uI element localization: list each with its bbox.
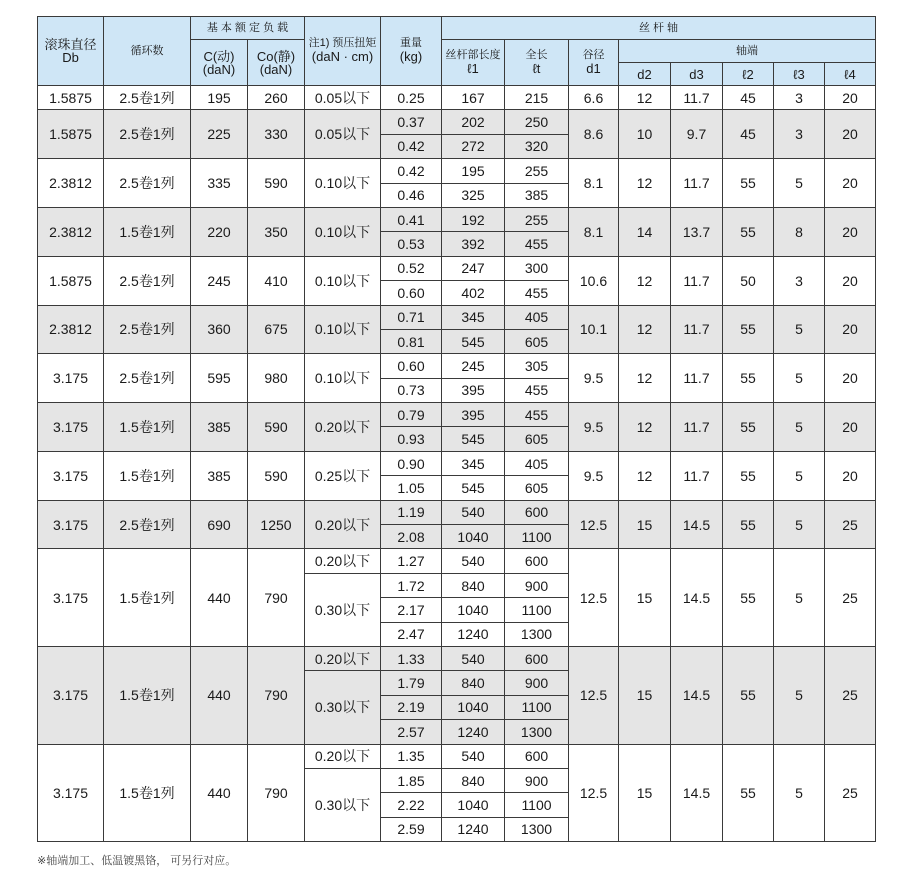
table-row	[38, 354, 876, 378]
cell-total-length: 455	[505, 232, 569, 256]
header-weight: 重量 (kg)	[381, 17, 442, 86]
cell-l3: 5	[774, 646, 825, 744]
header-row-1	[38, 17, 876, 40]
cell-weight: 2.17	[381, 598, 442, 622]
cell-db: 3.175	[38, 451, 104, 500]
header-d2: d2	[619, 63, 671, 86]
cell-db: 1.5875	[38, 256, 104, 305]
cell-circuits: 1.5卷1列	[104, 451, 191, 500]
cell-preload: 0.10以下	[305, 305, 381, 354]
cell-root-dia: 10.1	[569, 305, 619, 354]
cell-d2: 12	[619, 86, 671, 110]
cell-weight: 1.85	[381, 768, 442, 792]
cell-c-dynamic: 440	[191, 744, 248, 842]
header-db: 滚珠直径 Db	[38, 17, 104, 86]
cell-thread-length: 1040	[442, 598, 505, 622]
cell-l4: 20	[825, 354, 876, 403]
cell-weight: 2.19	[381, 695, 442, 719]
cell-thread-length: 545	[442, 427, 505, 451]
cell-preload: 0.20以下	[305, 500, 381, 549]
cell-c-dynamic: 440	[191, 549, 248, 647]
cell-preload: 0.10以下	[305, 207, 381, 256]
cell-c-dynamic: 385	[191, 403, 248, 452]
cell-d2: 12	[619, 256, 671, 305]
cell-l4: 20	[825, 403, 876, 452]
cell-thread-length: 545	[442, 476, 505, 500]
cell-weight: 0.41	[381, 207, 442, 231]
cell-root-dia: 9.5	[569, 403, 619, 452]
cell-thread-length: 395	[442, 378, 505, 402]
cell-thread-length: 840	[442, 768, 505, 792]
cell-c-dynamic: 245	[191, 256, 248, 305]
cell-circuits: 1.5卷1列	[104, 549, 191, 647]
cell-total-length: 605	[505, 427, 569, 451]
header-c-static: Co(静) (daN)	[248, 40, 305, 86]
cell-preload: 0.10以下	[305, 159, 381, 208]
cell-d3: 11.7	[671, 159, 723, 208]
cell-total-length: 900	[505, 671, 569, 695]
cell-circuits: 2.5卷1列	[104, 305, 191, 354]
cell-d2: 12	[619, 354, 671, 403]
cell-c-dynamic: 360	[191, 305, 248, 354]
cell-weight: 1.27	[381, 549, 442, 573]
cell-c-dynamic: 440	[191, 646, 248, 744]
cell-weight: 0.25	[381, 86, 442, 110]
cell-d3: 11.7	[671, 451, 723, 500]
cell-l4: 20	[825, 159, 876, 208]
cell-l2: 45	[723, 86, 774, 110]
header-thread-length: 丝杆部长度 ℓ1	[442, 40, 505, 86]
cell-l4: 20	[825, 110, 876, 159]
cell-d2: 15	[619, 549, 671, 647]
cell-thread-length: 392	[442, 232, 505, 256]
table-row	[38, 305, 876, 329]
cell-total-length: 455	[505, 403, 569, 427]
cell-preload: 0.25以下	[305, 451, 381, 500]
cell-thread-length: 540	[442, 500, 505, 524]
table-row	[38, 207, 876, 231]
cell-l3: 5	[774, 500, 825, 549]
cell-thread-length: 247	[442, 256, 505, 280]
header-l3: ℓ3	[774, 63, 825, 86]
spec-table-wrapper	[37, 16, 876, 842]
cell-thread-length: 272	[442, 134, 505, 158]
cell-thread-length: 245	[442, 354, 505, 378]
cell-thread-length: 345	[442, 451, 505, 475]
cell-c-static: 790	[248, 646, 305, 744]
cell-db: 3.175	[38, 646, 104, 744]
header-l2: ℓ2	[723, 63, 774, 86]
cell-c-dynamic: 220	[191, 207, 248, 256]
cell-l4: 20	[825, 86, 876, 110]
cell-thread-length: 1240	[442, 720, 505, 744]
cell-preload: 0.30以下	[305, 573, 381, 646]
cell-root-dia: 10.6	[569, 256, 619, 305]
cell-c-static: 790	[248, 549, 305, 647]
cell-l4: 25	[825, 646, 876, 744]
cell-l2: 55	[723, 646, 774, 744]
cell-l2: 55	[723, 549, 774, 647]
header-shaft-end: 轴端	[619, 40, 876, 63]
cell-thread-length: 840	[442, 671, 505, 695]
cell-c-static: 350	[248, 207, 305, 256]
cell-c-static: 790	[248, 744, 305, 842]
cell-total-length: 1100	[505, 525, 569, 549]
cell-c-static: 980	[248, 354, 305, 403]
cell-total-length: 255	[505, 159, 569, 183]
header-l4: ℓ4	[825, 63, 876, 86]
cell-total-length: 305	[505, 354, 569, 378]
cell-preload: 0.10以下	[305, 256, 381, 305]
cell-root-dia: 12.5	[569, 744, 619, 842]
table-row	[38, 110, 876, 134]
cell-thread-length: 1240	[442, 622, 505, 646]
cell-d3: 11.7	[671, 403, 723, 452]
cell-d3: 9.7	[671, 110, 723, 159]
cell-weight: 1.05	[381, 476, 442, 500]
header-preload: 注1) 预压扭矩 (daN · cm)	[305, 17, 381, 86]
cell-preload: 0.30以下	[305, 768, 381, 841]
cell-c-static: 410	[248, 256, 305, 305]
cell-circuits: 2.5卷1列	[104, 500, 191, 549]
cell-d3: 11.7	[671, 86, 723, 110]
table-row	[38, 500, 876, 524]
cell-db: 1.5875	[38, 110, 104, 159]
cell-d2: 10	[619, 110, 671, 159]
cell-db: 2.3812	[38, 207, 104, 256]
cell-total-length: 385	[505, 183, 569, 207]
cell-weight: 0.46	[381, 183, 442, 207]
header-c-dynamic: C(动) (daN)	[191, 40, 248, 86]
cell-l3: 5	[774, 451, 825, 500]
table-row	[38, 646, 876, 670]
cell-preload: 0.05以下	[305, 86, 381, 110]
cell-preload: 0.20以下	[305, 646, 381, 670]
header-circuits: 循环数	[104, 17, 191, 86]
cell-total-length: 215	[505, 86, 569, 110]
cell-weight: 0.53	[381, 232, 442, 256]
cell-thread-length: 1240	[442, 817, 505, 841]
cell-l3: 5	[774, 305, 825, 354]
cell-c-dynamic: 195	[191, 86, 248, 110]
cell-circuits: 2.5卷1列	[104, 159, 191, 208]
cell-thread-length: 540	[442, 744, 505, 768]
cell-weight: 1.35	[381, 744, 442, 768]
cell-total-length: 1100	[505, 793, 569, 817]
table-row	[38, 403, 876, 427]
cell-thread-length: 840	[442, 573, 505, 597]
cell-l3: 3	[774, 86, 825, 110]
cell-thread-length: 545	[442, 329, 505, 353]
cell-thread-length: 540	[442, 549, 505, 573]
cell-thread-length: 395	[442, 403, 505, 427]
cell-root-dia: 8.1	[569, 159, 619, 208]
cell-root-dia: 6.6	[569, 86, 619, 110]
cell-l2: 55	[723, 305, 774, 354]
cell-weight: 1.79	[381, 671, 442, 695]
cell-weight: 0.93	[381, 427, 442, 451]
header-total-length: 全长 ℓt	[505, 40, 569, 86]
cell-total-length: 455	[505, 378, 569, 402]
cell-thread-length: 202	[442, 110, 505, 134]
cell-c-dynamic: 385	[191, 451, 248, 500]
cell-root-dia: 8.1	[569, 207, 619, 256]
cell-d3: 11.7	[671, 354, 723, 403]
cell-l2: 55	[723, 354, 774, 403]
cell-l4: 20	[825, 305, 876, 354]
cell-weight: 0.81	[381, 329, 442, 353]
cell-circuits: 1.5卷1列	[104, 744, 191, 842]
header-basic-load: 基 本 额 定 负 载	[191, 17, 305, 40]
cell-c-static: 260	[248, 86, 305, 110]
cell-weight: 0.52	[381, 256, 442, 280]
cell-weight: 0.73	[381, 378, 442, 402]
cell-weight: 0.90	[381, 451, 442, 475]
cell-d3: 14.5	[671, 646, 723, 744]
cell-root-dia: 12.5	[569, 646, 619, 744]
cell-l2: 55	[723, 403, 774, 452]
header-screw-shaft: 丝 杆 轴	[442, 17, 876, 40]
table-row	[38, 86, 876, 110]
cell-circuits: 2.5卷1列	[104, 86, 191, 110]
cell-l3: 5	[774, 744, 825, 842]
cell-total-length: 600	[505, 549, 569, 573]
cell-root-dia: 12.5	[569, 500, 619, 549]
cell-d2: 12	[619, 159, 671, 208]
cell-total-length: 405	[505, 305, 569, 329]
cell-c-dynamic: 595	[191, 354, 248, 403]
cell-l2: 55	[723, 500, 774, 549]
cell-total-length: 1300	[505, 622, 569, 646]
cell-preload: 0.10以下	[305, 354, 381, 403]
cell-thread-length: 1040	[442, 525, 505, 549]
table-row	[38, 744, 876, 768]
cell-weight: 2.22	[381, 793, 442, 817]
cell-d2: 12	[619, 403, 671, 452]
cell-l2: 50	[723, 256, 774, 305]
cell-d2: 12	[619, 451, 671, 500]
cell-total-length: 900	[505, 573, 569, 597]
cell-l4: 20	[825, 207, 876, 256]
cell-circuits: 2.5卷1列	[104, 354, 191, 403]
ball-screw-spec-table	[37, 16, 876, 842]
cell-thread-length: 167	[442, 86, 505, 110]
cell-l3: 5	[774, 159, 825, 208]
cell-weight: 2.57	[381, 720, 442, 744]
cell-l4: 20	[825, 256, 876, 305]
cell-total-length: 605	[505, 476, 569, 500]
cell-d3: 13.7	[671, 207, 723, 256]
cell-db: 2.3812	[38, 159, 104, 208]
cell-total-length: 900	[505, 768, 569, 792]
cell-weight: 2.08	[381, 525, 442, 549]
cell-weight: 0.60	[381, 354, 442, 378]
cell-preload: 0.05以下	[305, 110, 381, 159]
cell-thread-length: 195	[442, 159, 505, 183]
cell-preload: 0.20以下	[305, 549, 381, 573]
table-row	[38, 256, 876, 280]
cell-circuits: 1.5卷1列	[104, 646, 191, 744]
cell-weight: 0.60	[381, 281, 442, 305]
cell-l2: 45	[723, 110, 774, 159]
cell-l4: 25	[825, 549, 876, 647]
cell-l3: 5	[774, 354, 825, 403]
cell-weight: 1.33	[381, 646, 442, 670]
cell-preload: 0.20以下	[305, 403, 381, 452]
cell-d3: 14.5	[671, 500, 723, 549]
cell-weight: 0.42	[381, 134, 442, 158]
cell-db: 1.5875	[38, 86, 104, 110]
cell-root-dia: 12.5	[569, 549, 619, 647]
cell-root-dia: 9.5	[569, 354, 619, 403]
cell-db: 2.3812	[38, 305, 104, 354]
cell-l4: 20	[825, 451, 876, 500]
cell-total-length: 1100	[505, 695, 569, 719]
cell-c-static: 590	[248, 403, 305, 452]
cell-l2: 55	[723, 159, 774, 208]
cell-d3: 11.7	[671, 256, 723, 305]
cell-weight: 1.19	[381, 500, 442, 524]
cell-preload: 0.20以下	[305, 744, 381, 768]
cell-circuits: 1.5卷1列	[104, 403, 191, 452]
cell-total-length: 1100	[505, 598, 569, 622]
cell-d2: 15	[619, 744, 671, 842]
cell-db: 3.175	[38, 744, 104, 842]
table-row	[38, 451, 876, 475]
cell-d2: 14	[619, 207, 671, 256]
cell-weight: 1.72	[381, 573, 442, 597]
cell-db: 3.175	[38, 354, 104, 403]
cell-thread-length: 192	[442, 207, 505, 231]
cell-l2: 55	[723, 451, 774, 500]
cell-total-length: 600	[505, 744, 569, 768]
cell-total-length: 255	[505, 207, 569, 231]
cell-db: 3.175	[38, 403, 104, 452]
header-root-dia: 谷径 d1	[569, 40, 619, 86]
cell-weight: 0.79	[381, 403, 442, 427]
footnote: ※轴端加工、低温镀黑铬， 可另行对应。	[37, 855, 237, 867]
cell-d3: 14.5	[671, 549, 723, 647]
cell-total-length: 1300	[505, 720, 569, 744]
cell-d3: 14.5	[671, 744, 723, 842]
cell-thread-length: 325	[442, 183, 505, 207]
cell-thread-length: 345	[442, 305, 505, 329]
cell-thread-length: 1040	[442, 695, 505, 719]
header-d3: d3	[671, 63, 723, 86]
cell-db: 3.175	[38, 549, 104, 647]
cell-l2: 55	[723, 207, 774, 256]
cell-l3: 3	[774, 256, 825, 305]
cell-circuits: 2.5卷1列	[104, 256, 191, 305]
cell-total-length: 405	[505, 451, 569, 475]
cell-l3: 5	[774, 403, 825, 452]
cell-c-dynamic: 690	[191, 500, 248, 549]
cell-thread-length: 540	[442, 646, 505, 670]
cell-db: 3.175	[38, 500, 104, 549]
cell-d2: 12	[619, 305, 671, 354]
cell-d2: 15	[619, 500, 671, 549]
cell-c-static: 330	[248, 110, 305, 159]
cell-l4: 25	[825, 500, 876, 549]
cell-l3: 5	[774, 549, 825, 647]
cell-weight: 0.37	[381, 110, 442, 134]
cell-d2: 15	[619, 646, 671, 744]
cell-l3: 8	[774, 207, 825, 256]
cell-weight: 0.71	[381, 305, 442, 329]
cell-total-length: 1300	[505, 817, 569, 841]
cell-circuits: 1.5卷1列	[104, 207, 191, 256]
cell-root-dia: 9.5	[569, 451, 619, 500]
cell-thread-length: 1040	[442, 793, 505, 817]
cell-c-static: 675	[248, 305, 305, 354]
cell-total-length: 300	[505, 256, 569, 280]
cell-c-static: 590	[248, 451, 305, 500]
cell-root-dia: 8.6	[569, 110, 619, 159]
cell-total-length: 600	[505, 500, 569, 524]
cell-d3: 11.7	[671, 305, 723, 354]
table-row	[38, 159, 876, 183]
cell-l2: 55	[723, 744, 774, 842]
cell-l3: 3	[774, 110, 825, 159]
cell-c-static: 1250	[248, 500, 305, 549]
cell-weight: 2.59	[381, 817, 442, 841]
cell-preload: 0.30以下	[305, 671, 381, 744]
cell-thread-length: 402	[442, 281, 505, 305]
cell-weight: 0.42	[381, 159, 442, 183]
cell-total-length: 455	[505, 281, 569, 305]
cell-c-dynamic: 225	[191, 110, 248, 159]
table-row	[38, 549, 876, 573]
cell-circuits: 2.5卷1列	[104, 110, 191, 159]
cell-total-length: 250	[505, 110, 569, 134]
cell-l4: 25	[825, 744, 876, 842]
cell-weight: 2.47	[381, 622, 442, 646]
cell-c-static: 590	[248, 159, 305, 208]
cell-total-length: 320	[505, 134, 569, 158]
cell-total-length: 605	[505, 329, 569, 353]
cell-c-dynamic: 335	[191, 159, 248, 208]
cell-total-length: 600	[505, 646, 569, 670]
